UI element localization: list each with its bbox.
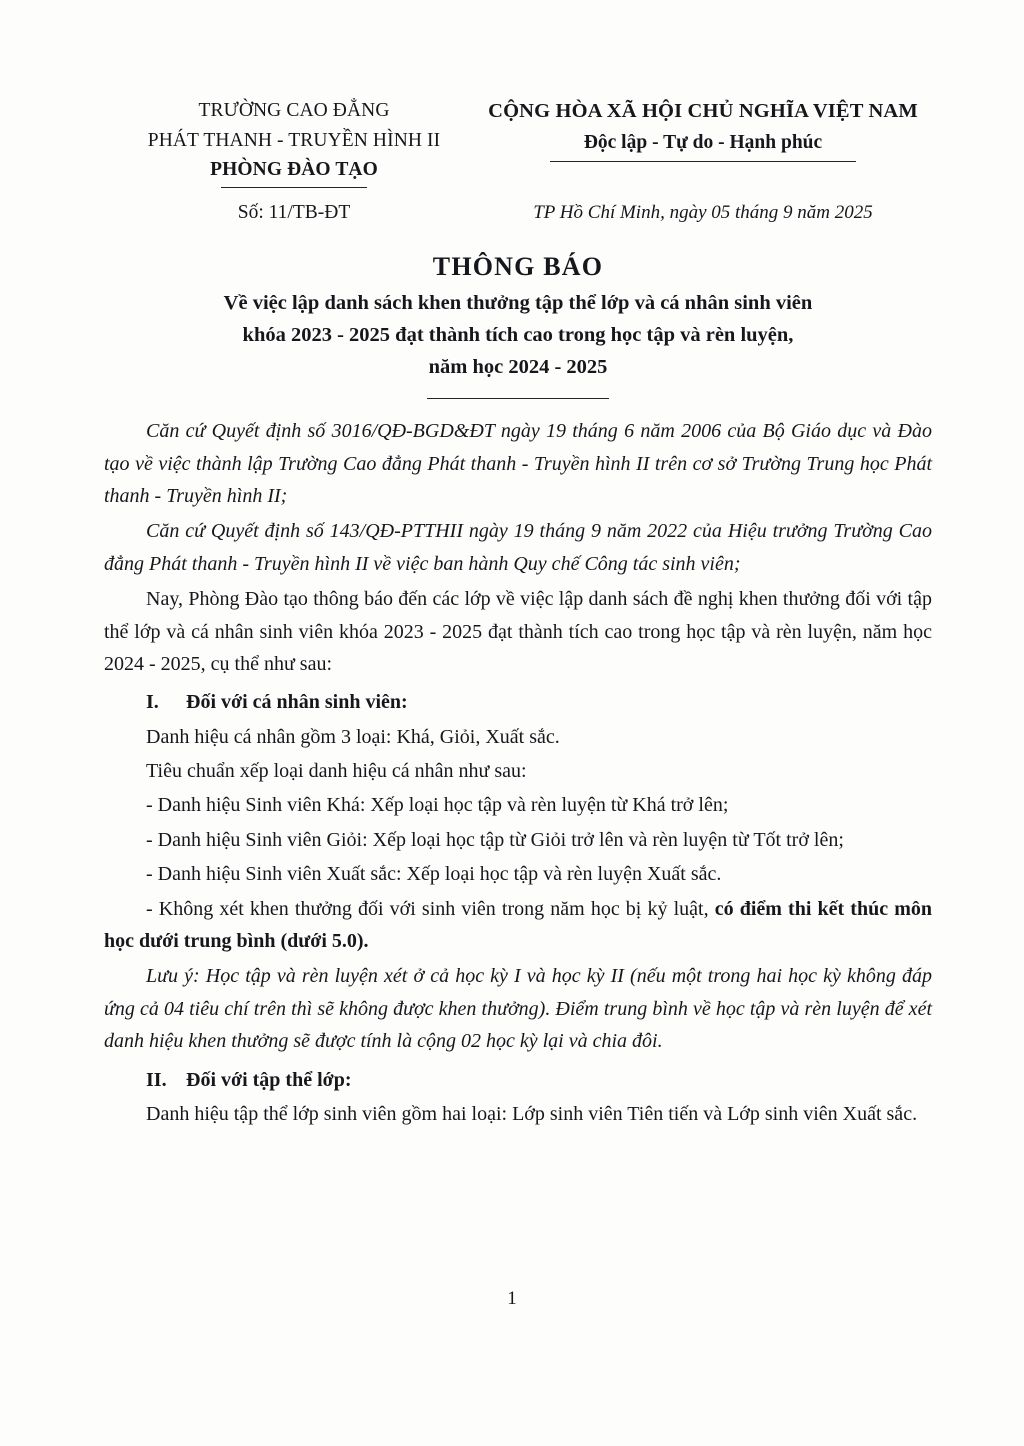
subtitle-line-2: khóa 2023 - 2025 đạt thành tích cao trong học tập và rèn luyện, bbox=[242, 324, 794, 347]
legal-basis-1: Căn cứ Quyết định số 3016/QĐ-BGD&ĐT ngày 19 tháng 6 năm 2006 của Bộ Giáo dục và Đào tạo về việc thành lập Trường Cao đẳng Phát thanh - Truyền hình II trên cơ sở Trường Trung học Phát thanh - Truyền hình II; bbox=[104, 420, 932, 507]
title-block bbox=[104, 252, 932, 399]
country-name: CỘNG HÒA XÃ HỘI CHỦ NGHĨA VIỆT NAM bbox=[488, 100, 918, 122]
subtitle-line-1: Về việc lập danh sách khen thưởng tập thể lớp và cá nhân sinh viên bbox=[223, 292, 813, 315]
section-1-bullet-2: - Danh hiệu Sinh viên Giỏi: Xếp loại học tập từ Giỏi trở lên và rèn luyện từ Tốt trở lên; bbox=[146, 828, 844, 851]
section-1-note-text: - Không xét khen thưởng đối với sinh viên trong năm học bị kỷ luật, bbox=[146, 897, 715, 920]
document-number: Số: 11/TB-ĐT bbox=[237, 202, 351, 224]
national-motto: Độc lập - Tự do - Hạnh phúc bbox=[583, 131, 823, 153]
introduction-paragraph: Nay, Phòng Đào tạo thông báo đến các lớp về việc lập danh sách đề nghị khen thưởng đối với tập thể lớp và cá nhân sinh viên khóa 2023 - 2025 đạt thành tích cao trong học tập và rèn luyện, năm học 2024 - 2025, cụ thể như sau: bbox=[104, 588, 932, 675]
issuing-organization bbox=[104, 96, 474, 188]
org-line-2: PHÁT THANH - TRUYỀN HÌNH II bbox=[147, 129, 441, 151]
document-title: THÔNG BÁO bbox=[432, 252, 604, 282]
document-body bbox=[104, 415, 932, 1130]
section-2-title: Đối với tập thể lớp: bbox=[186, 1068, 352, 1091]
document-header bbox=[104, 96, 932, 188]
org-line-3-department: PHÒNG ĐÀO TẠO bbox=[210, 159, 378, 181]
subtitle-line-3: năm học 2024 - 2025 bbox=[428, 355, 608, 378]
section-1-title: Đối với cá nhân sinh viên: bbox=[186, 691, 408, 714]
motto-underline bbox=[550, 161, 856, 163]
section-2-line-1: Danh hiệu tập thể lớp sinh viên gồm hai loại: Lớp sinh viên Tiên tiến và Lớp sinh viên Xuất sắc. bbox=[146, 1102, 918, 1125]
section-1-remark: Lưu ý: Học tập và rèn luyện xét ở cả học kỳ I và học kỳ II (nếu một trong hai học kỳ không đáp ứng cả 04 tiêu chí trên thì sẽ không được khen thưởng). Điểm trung bình về học tập và rèn luyện để xét danh hiệu khen thưởng sẽ được tính là cộng 02 học kỳ lại và chia đôi. bbox=[104, 965, 932, 1053]
place-and-date: TP Hồ Chí Minh, ngày 05 tháng 9 năm 2025 bbox=[533, 202, 873, 224]
section-1-numeral: I. bbox=[146, 691, 159, 714]
section-2-numeral: II. bbox=[146, 1068, 167, 1091]
document-subheader bbox=[104, 202, 932, 224]
section-1-note-emphasis: có điểm thi kết thúc môn học dưới trung bình (dưới 5.0). bbox=[104, 897, 932, 953]
section-2-heading bbox=[104, 1064, 932, 1096]
org-line-1: TRƯỜNG CAO ĐẲNG bbox=[198, 100, 390, 121]
legal-basis-2: Căn cứ Quyết định số 143/QĐ-PTTHII ngày 19 tháng 9 năm 2022 của Hiệu trưởng Trường Cao đẳng Phát thanh - Truyền hình II về việc ban hành Quy chế Công tác sinh viên; bbox=[104, 520, 932, 575]
page-number: 1 bbox=[507, 1288, 517, 1309]
section-1-bullet-1: - Danh hiệu Sinh viên Khá: Xếp loại học tập và rèn luyện từ Khá trở lên; bbox=[146, 794, 729, 817]
section-1-bullet-3: - Danh hiệu Sinh viên Xuất sắc: Xếp loại học tập và rèn luyện Xuất sắc. bbox=[146, 863, 722, 886]
title-underline bbox=[427, 398, 609, 400]
section-1-heading bbox=[104, 686, 932, 718]
section-1-line-2: Tiêu chuẩn xếp loại danh hiệu cá nhân như sau: bbox=[146, 760, 527, 783]
department-underline bbox=[221, 187, 367, 189]
section-1-line-1: Danh hiệu cá nhân gồm 3 loại: Khá, Giỏi, Xuất sắc. bbox=[146, 725, 560, 748]
national-heading bbox=[474, 96, 932, 162]
document-subtitle bbox=[104, 288, 932, 383]
section-1-note bbox=[104, 893, 932, 958]
